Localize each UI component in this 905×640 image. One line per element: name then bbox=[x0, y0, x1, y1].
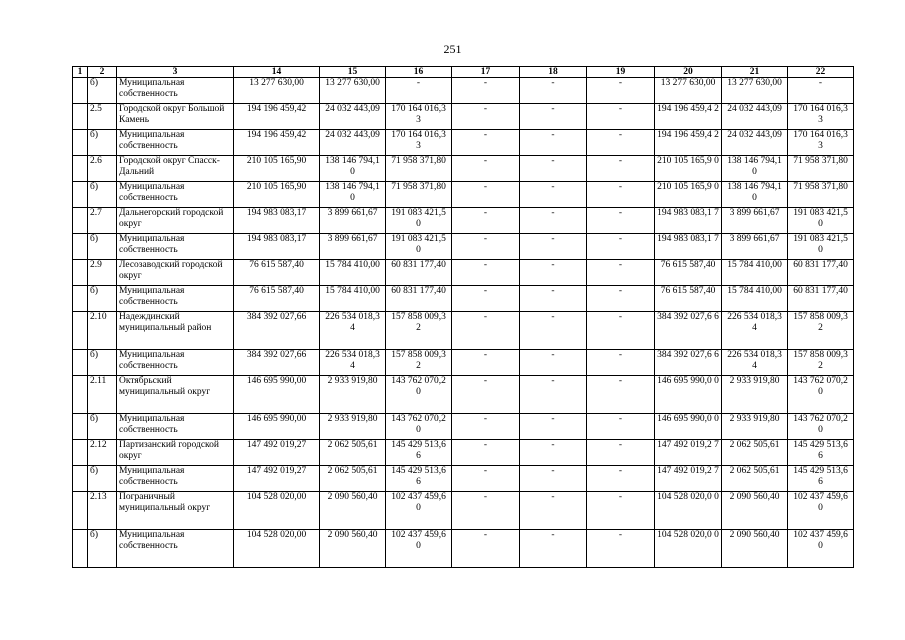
cell-col-17: - bbox=[452, 104, 520, 130]
cell-item-code: 2.12 bbox=[88, 440, 117, 466]
cell-col-20: 147 492 019,2 7 bbox=[655, 440, 722, 466]
cell-col-16: 170 164 016,3 3 bbox=[386, 104, 452, 130]
cell-item-code: 2.10 bbox=[88, 312, 117, 350]
cell-item-name: Октябрьский муниципальный округ bbox=[117, 376, 234, 414]
cell-col-19: - bbox=[587, 104, 655, 130]
cell-col-17: - bbox=[452, 312, 520, 350]
cell-col-17: - bbox=[452, 130, 520, 156]
cell-row-index bbox=[73, 492, 88, 530]
cell-item-code: б) bbox=[88, 530, 117, 568]
table-row bbox=[73, 78, 854, 104]
cell-col-20: 210 105 165,9 0 bbox=[655, 156, 722, 182]
cell-col-19: - bbox=[587, 208, 655, 234]
cell-col-15: 3 899 661,67 bbox=[320, 208, 386, 234]
cell-col-20: 76 615 587,40 bbox=[655, 260, 722, 286]
cell-col-22: 157 858 009,3 2 bbox=[788, 350, 854, 376]
cell-col-16: 71 958 371,80 bbox=[386, 156, 452, 182]
cell-col-22: 170 164 016,3 3 bbox=[788, 130, 854, 156]
cell-col-14: 194 196 459,42 bbox=[234, 130, 320, 156]
cell-col-17: - bbox=[452, 350, 520, 376]
cell-col-14: 76 615 587,40 bbox=[234, 286, 320, 312]
cell-col-15: 2 062 505,61 bbox=[320, 440, 386, 466]
column-header: 22 bbox=[788, 67, 854, 78]
cell-item-name: Муниципальная собственность bbox=[117, 182, 234, 208]
cell-col-17: - bbox=[452, 376, 520, 414]
cell-col-16: 102 437 459,6 0 bbox=[386, 530, 452, 568]
cell-col-21: 2 090 560,40 bbox=[722, 492, 788, 530]
cell-row-index bbox=[73, 208, 88, 234]
column-header: 21 bbox=[722, 67, 788, 78]
cell-col-17: - bbox=[452, 156, 520, 182]
cell-row-index bbox=[73, 130, 88, 156]
cell-col-17: - bbox=[452, 440, 520, 466]
cell-col-16: 157 858 009,3 2 bbox=[386, 312, 452, 350]
cell-col-15: 226 534 018,3 4 bbox=[320, 312, 386, 350]
cell-col-21: 2 090 560,40 bbox=[722, 530, 788, 568]
cell-col-15: 2 090 560,40 bbox=[320, 530, 386, 568]
cell-col-14: 146 695 990,00 bbox=[234, 414, 320, 440]
cell-col-15: 2 062 505,61 bbox=[320, 466, 386, 492]
cell-col-16: 71 958 371,80 bbox=[386, 182, 452, 208]
cell-col-19: - bbox=[587, 414, 655, 440]
cell-col-22: 143 762 070,2 0 bbox=[788, 376, 854, 414]
cell-col-22: 157 858 009,3 2 bbox=[788, 312, 854, 350]
cell-col-15: 2 933 919,80 bbox=[320, 376, 386, 414]
table-row bbox=[73, 312, 854, 350]
table-row bbox=[73, 440, 854, 466]
cell-item-name: Муниципальная собственность bbox=[117, 466, 234, 492]
cell-col-15: 24 032 443,09 bbox=[320, 130, 386, 156]
cell-col-22: 71 958 371,80 bbox=[788, 182, 854, 208]
cell-col-16: - bbox=[386, 78, 452, 104]
cell-col-14: 13 277 630,00 bbox=[234, 78, 320, 104]
cell-col-19: - bbox=[587, 78, 655, 104]
cell-item-name: Муниципальная собственность bbox=[117, 414, 234, 440]
cell-item-code: 2.9 bbox=[88, 260, 117, 286]
cell-col-20: 194 196 459,4 2 bbox=[655, 104, 722, 130]
cell-row-index bbox=[73, 156, 88, 182]
cell-col-20: 146 695 990,0 0 bbox=[655, 414, 722, 440]
cell-col-15: 2 090 560,40 bbox=[320, 492, 386, 530]
cell-col-15: 138 146 794,1 0 bbox=[320, 182, 386, 208]
column-header: 14 bbox=[234, 67, 320, 78]
cell-col-16: 191 083 421,5 0 bbox=[386, 234, 452, 260]
cell-item-name: Муниципальная собственность bbox=[117, 286, 234, 312]
cell-col-16: 145 429 513,6 6 bbox=[386, 440, 452, 466]
cell-item-name: Лесозаводский городской округ bbox=[117, 260, 234, 286]
cell-col-19: - bbox=[587, 234, 655, 260]
table-row bbox=[73, 182, 854, 208]
cell-item-name: Муниципальная собственность bbox=[117, 130, 234, 156]
cell-col-21: 2 933 919,80 bbox=[722, 414, 788, 440]
cell-col-20: 194 196 459,4 2 bbox=[655, 130, 722, 156]
cell-col-20: 104 528 020,0 0 bbox=[655, 530, 722, 568]
cell-col-20: 194 983 083,1 7 bbox=[655, 234, 722, 260]
cell-row-index bbox=[73, 376, 88, 414]
cell-col-21: 15 784 410,00 bbox=[722, 260, 788, 286]
column-header: 17 bbox=[452, 67, 520, 78]
cell-col-14: 104 528 020,00 bbox=[234, 492, 320, 530]
cell-col-14: 146 695 990,00 bbox=[234, 376, 320, 414]
cell-col-18: - bbox=[520, 312, 587, 350]
cell-item-code: б) bbox=[88, 466, 117, 492]
cell-col-18: - bbox=[520, 414, 587, 440]
cell-col-15: 15 784 410,00 bbox=[320, 260, 386, 286]
cell-col-18: - bbox=[520, 156, 587, 182]
table-row bbox=[73, 234, 854, 260]
cell-item-code: б) bbox=[88, 414, 117, 440]
cell-col-16: 145 429 513,6 6 bbox=[386, 466, 452, 492]
table-row bbox=[73, 350, 854, 376]
cell-col-15: 2 933 919,80 bbox=[320, 414, 386, 440]
cell-col-17: - bbox=[452, 414, 520, 440]
cell-item-code: б) bbox=[88, 350, 117, 376]
cell-col-19: - bbox=[587, 182, 655, 208]
cell-col-16: 157 858 009,3 2 bbox=[386, 350, 452, 376]
cell-col-21: 13 277 630,00 bbox=[722, 78, 788, 104]
cell-col-14: 384 392 027,66 bbox=[234, 312, 320, 350]
cell-col-17: - bbox=[452, 234, 520, 260]
cell-col-14: 147 492 019,27 bbox=[234, 466, 320, 492]
cell-col-19: - bbox=[587, 466, 655, 492]
cell-col-16: 143 762 070,2 0 bbox=[386, 414, 452, 440]
cell-col-16: 170 164 016,3 3 bbox=[386, 130, 452, 156]
cell-col-21: 2 062 505,61 bbox=[722, 466, 788, 492]
cell-item-name: Муниципальная собственность bbox=[117, 78, 234, 104]
cell-col-20: 210 105 165,9 0 bbox=[655, 182, 722, 208]
cell-col-18: - bbox=[520, 182, 587, 208]
table-row bbox=[73, 208, 854, 234]
cell-col-18: - bbox=[520, 208, 587, 234]
cell-col-20: 146 695 990,0 0 bbox=[655, 376, 722, 414]
cell-col-21: 24 032 443,09 bbox=[722, 104, 788, 130]
cell-col-22: 71 958 371,80 bbox=[788, 156, 854, 182]
cell-col-19: - bbox=[587, 260, 655, 286]
cell-col-18: - bbox=[520, 530, 587, 568]
cell-col-18: - bbox=[520, 260, 587, 286]
cell-col-16: 191 083 421,5 0 bbox=[386, 208, 452, 234]
cell-col-18: - bbox=[520, 350, 587, 376]
cell-item-name: Пограничный муниципальный округ bbox=[117, 492, 234, 530]
table-row bbox=[73, 414, 854, 440]
cell-col-20: 194 983 083,1 7 bbox=[655, 208, 722, 234]
cell-col-19: - bbox=[587, 350, 655, 376]
cell-col-14: 210 105 165,90 bbox=[234, 156, 320, 182]
cell-col-18: - bbox=[520, 492, 587, 530]
column-header: 1 bbox=[73, 67, 88, 78]
cell-col-19: - bbox=[587, 312, 655, 350]
cell-item-code: б) bbox=[88, 286, 117, 312]
cell-col-14: 210 105 165,90 bbox=[234, 182, 320, 208]
cell-item-code: 2.13 bbox=[88, 492, 117, 530]
cell-item-name: Дальнегорский городской округ bbox=[117, 208, 234, 234]
cell-item-name: Городской округ Большой Камень bbox=[117, 104, 234, 130]
cell-col-22: 191 083 421,5 0 bbox=[788, 208, 854, 234]
cell-col-22: - bbox=[788, 78, 854, 104]
cell-col-18: - bbox=[520, 130, 587, 156]
cell-col-18: - bbox=[520, 440, 587, 466]
cell-item-code: б) bbox=[88, 182, 117, 208]
cell-col-15: 226 534 018,3 4 bbox=[320, 350, 386, 376]
cell-col-19: - bbox=[587, 530, 655, 568]
cell-row-index bbox=[73, 530, 88, 568]
cell-col-14: 76 615 587,40 bbox=[234, 260, 320, 286]
cell-col-22: 60 831 177,40 bbox=[788, 260, 854, 286]
cell-col-21: 15 784 410,00 bbox=[722, 286, 788, 312]
cell-col-17: - bbox=[452, 208, 520, 234]
cell-item-code: б) bbox=[88, 234, 117, 260]
cell-item-name: Муниципальная собственность bbox=[117, 530, 234, 568]
cell-item-code: 2.7 bbox=[88, 208, 117, 234]
cell-col-21: 3 899 661,67 bbox=[722, 234, 788, 260]
cell-col-20: 384 392 027,6 6 bbox=[655, 312, 722, 350]
cell-col-21: 2 933 919,80 bbox=[722, 376, 788, 414]
cell-col-19: - bbox=[587, 286, 655, 312]
cell-col-16: 143 762 070,2 0 bbox=[386, 376, 452, 414]
cell-col-17: - bbox=[452, 182, 520, 208]
cell-row-index bbox=[73, 466, 88, 492]
cell-col-22: 102 437 459,6 0 bbox=[788, 492, 854, 530]
cell-col-20: 384 392 027,6 6 bbox=[655, 350, 722, 376]
cell-col-17: - bbox=[452, 466, 520, 492]
cell-item-name: Муниципальная собственность bbox=[117, 234, 234, 260]
column-header: 19 bbox=[587, 67, 655, 78]
cell-col-18: - bbox=[520, 466, 587, 492]
cell-item-name: Партизанский городской округ bbox=[117, 440, 234, 466]
table-row bbox=[73, 530, 854, 568]
cell-item-name: Надеждинский муниципальный район bbox=[117, 312, 234, 350]
cell-col-22: 143 762 070,2 0 bbox=[788, 414, 854, 440]
table-row bbox=[73, 156, 854, 182]
cell-item-code: 2.5 bbox=[88, 104, 117, 130]
cell-col-19: - bbox=[587, 130, 655, 156]
cell-col-22: 145 429 513,6 6 bbox=[788, 466, 854, 492]
cell-col-14: 194 196 459,42 bbox=[234, 104, 320, 130]
cell-col-21: 138 146 794,1 0 bbox=[722, 182, 788, 208]
report-table bbox=[72, 66, 854, 568]
cell-col-19: - bbox=[587, 156, 655, 182]
cell-row-index bbox=[73, 78, 88, 104]
cell-col-17: - bbox=[452, 260, 520, 286]
cell-col-21: 138 146 794,1 0 bbox=[722, 156, 788, 182]
cell-col-18: - bbox=[520, 78, 587, 104]
cell-col-21: 2 062 505,61 bbox=[722, 440, 788, 466]
cell-row-index bbox=[73, 182, 88, 208]
cell-row-index bbox=[73, 312, 88, 350]
cell-col-22: 60 831 177,40 bbox=[788, 286, 854, 312]
cell-col-22: 145 429 513,6 6 bbox=[788, 440, 854, 466]
cell-col-20: 147 492 019,2 7 bbox=[655, 466, 722, 492]
table-row bbox=[73, 492, 854, 530]
cell-col-18: - bbox=[520, 286, 587, 312]
cell-col-21: 24 032 443,09 bbox=[722, 130, 788, 156]
column-header: 16 bbox=[386, 67, 452, 78]
table-row bbox=[73, 466, 854, 492]
cell-col-15: 138 146 794,1 0 bbox=[320, 156, 386, 182]
cell-row-index bbox=[73, 350, 88, 376]
cell-row-index bbox=[73, 440, 88, 466]
column-header: 18 bbox=[520, 67, 587, 78]
header-row bbox=[73, 67, 854, 78]
cell-col-15: 3 899 661,67 bbox=[320, 234, 386, 260]
cell-item-code: 2.6 bbox=[88, 156, 117, 182]
cell-col-14: 194 983 083,17 bbox=[234, 234, 320, 260]
cell-col-16: 60 831 177,40 bbox=[386, 286, 452, 312]
table-row bbox=[73, 376, 854, 414]
column-header: 2 bbox=[88, 67, 117, 78]
cell-col-18: - bbox=[520, 234, 587, 260]
cell-col-14: 104 528 020,00 bbox=[234, 530, 320, 568]
cell-col-14: 194 983 083,17 bbox=[234, 208, 320, 234]
cell-item-name: Городской округ Спасск-Дальний bbox=[117, 156, 234, 182]
cell-col-19: - bbox=[587, 492, 655, 530]
page-number: 251 bbox=[443, 42, 462, 56]
column-header: 15 bbox=[320, 67, 386, 78]
column-header: 3 bbox=[117, 67, 234, 78]
cell-row-index bbox=[73, 104, 88, 130]
cell-col-22: 102 437 459,6 0 bbox=[788, 530, 854, 568]
table-row bbox=[73, 286, 854, 312]
cell-row-index bbox=[73, 286, 88, 312]
cell-col-14: 147 492 019,27 bbox=[234, 440, 320, 466]
table-row bbox=[73, 130, 854, 156]
cell-col-17: - bbox=[452, 530, 520, 568]
cell-col-16: 60 831 177,40 bbox=[386, 260, 452, 286]
column-header: 20 bbox=[655, 67, 722, 78]
cell-col-20: 104 528 020,0 0 bbox=[655, 492, 722, 530]
cell-col-20: 76 615 587,40 bbox=[655, 286, 722, 312]
cell-col-15: 13 277 630,00 bbox=[320, 78, 386, 104]
cell-item-name: Муниципальная собственность bbox=[117, 350, 234, 376]
cell-col-18: - bbox=[520, 104, 587, 130]
cell-col-15: 15 784 410,00 bbox=[320, 286, 386, 312]
cell-col-19: - bbox=[587, 440, 655, 466]
cell-col-21: 3 899 661,67 bbox=[722, 208, 788, 234]
cell-item-code: б) bbox=[88, 78, 117, 104]
table-row bbox=[73, 260, 854, 286]
cell-item-code: б) bbox=[88, 130, 117, 156]
cell-col-20: 13 277 630,00 bbox=[655, 78, 722, 104]
cell-col-15: 24 032 443,09 bbox=[320, 104, 386, 130]
cell-col-14: 384 392 027,66 bbox=[234, 350, 320, 376]
cell-col-21: 226 534 018,3 4 bbox=[722, 312, 788, 350]
cell-row-index bbox=[73, 414, 88, 440]
cell-col-17: - bbox=[452, 492, 520, 530]
cell-col-16: 102 437 459,6 0 bbox=[386, 492, 452, 530]
cell-row-index bbox=[73, 260, 88, 286]
cell-col-19: - bbox=[587, 376, 655, 414]
cell-row-index bbox=[73, 234, 88, 260]
table-row bbox=[73, 104, 854, 130]
cell-col-22: 191 083 421,5 0 bbox=[788, 234, 854, 260]
cell-col-17: - bbox=[452, 286, 520, 312]
cell-col-18: - bbox=[520, 376, 587, 414]
cell-item-code: 2.11 bbox=[88, 376, 117, 414]
cell-col-17: - bbox=[452, 78, 520, 104]
cell-col-21: 226 534 018,3 4 bbox=[722, 350, 788, 376]
cell-col-22: 170 164 016,3 3 bbox=[788, 104, 854, 130]
